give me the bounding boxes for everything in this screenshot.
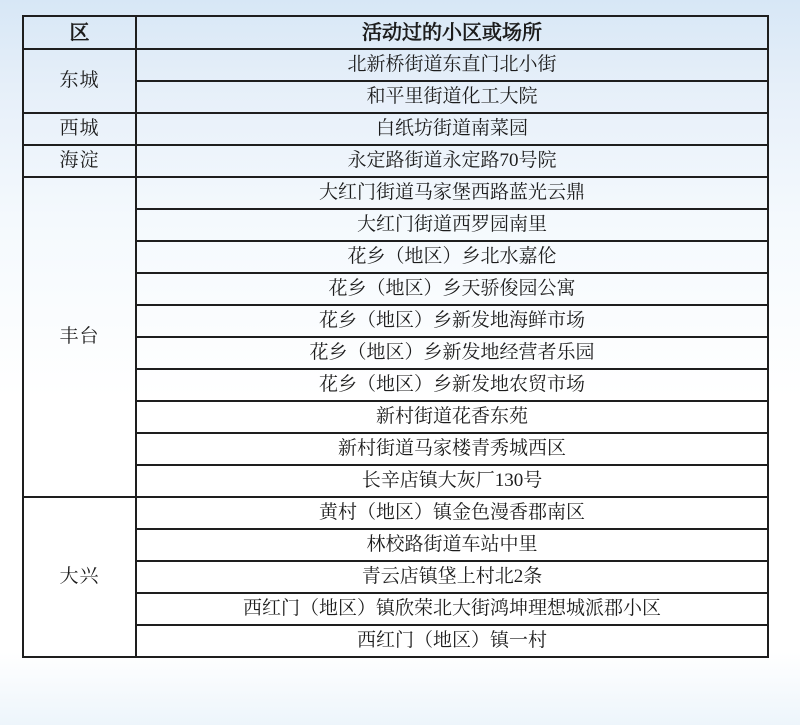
table-row bbox=[23, 145, 768, 177]
place-cell: 花乡（地区）乡新发地农贸市场 bbox=[136, 369, 768, 401]
table-row bbox=[23, 497, 768, 529]
place-cell: 新村街道马家楼青秀城西区 bbox=[136, 433, 768, 465]
district-cell-daxing: 大兴 bbox=[23, 497, 136, 657]
district-cell-xicheng: 西城 bbox=[23, 113, 136, 145]
place-cell: 大红门街道西罗园南里 bbox=[136, 209, 768, 241]
place-cell: 北新桥街道东直门北小街 bbox=[136, 49, 768, 81]
place-cell: 大红门街道马家堡西路蓝光云鼎 bbox=[136, 177, 768, 209]
visited-places-table bbox=[22, 15, 769, 658]
district-cell-haidian: 海淀 bbox=[23, 145, 136, 177]
place-cell: 白纸坊街道南菜园 bbox=[136, 113, 768, 145]
places-column-header: 活动过的小区或场所 bbox=[136, 16, 768, 49]
table-row bbox=[23, 177, 768, 209]
place-cell: 花乡（地区）乡新发地海鲜市场 bbox=[136, 305, 768, 337]
place-cell: 西红门（地区）镇欣荣北大街鸿坤理想城派郡小区 bbox=[136, 593, 768, 625]
table-row bbox=[23, 113, 768, 145]
district-cell-dongcheng: 东城 bbox=[23, 49, 136, 113]
place-cell: 西红门（地区）镇一村 bbox=[136, 625, 768, 657]
place-cell: 新村街道花香东苑 bbox=[136, 401, 768, 433]
district-cell-fengtai: 丰台 bbox=[23, 177, 136, 497]
place-cell: 青云店镇垡上村北2条 bbox=[136, 561, 768, 593]
place-cell: 花乡（地区）乡新发地经营者乐园 bbox=[136, 337, 768, 369]
place-cell: 永定路街道永定路70号院 bbox=[136, 145, 768, 177]
place-cell: 花乡（地区）乡北水嘉伦 bbox=[136, 241, 768, 273]
place-cell: 和平里街道化工大院 bbox=[136, 81, 768, 113]
table-header-row bbox=[23, 16, 768, 49]
place-cell: 花乡（地区）乡天骄俊园公寓 bbox=[136, 273, 768, 305]
place-cell: 长辛店镇大灰厂130号 bbox=[136, 465, 768, 497]
place-cell: 林校路街道车站中里 bbox=[136, 529, 768, 561]
district-column-header: 区 bbox=[23, 16, 136, 49]
table-row bbox=[23, 49, 768, 81]
place-cell: 黄村（地区）镇金色漫香郡南区 bbox=[136, 497, 768, 529]
